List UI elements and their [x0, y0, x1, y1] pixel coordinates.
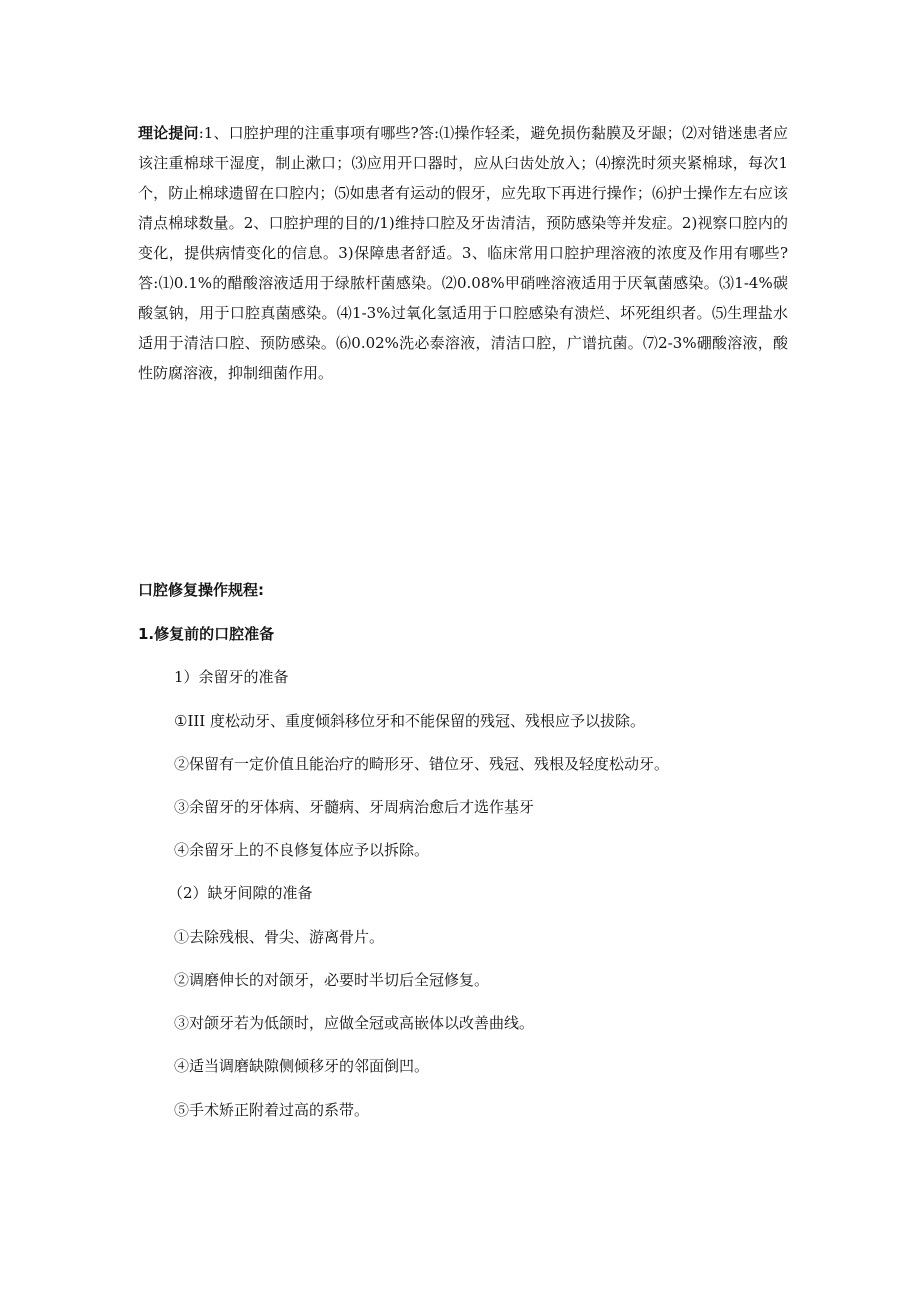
procedure-title: 口腔修复操作规程: [138, 581, 264, 599]
list-item: ①III 度松动牙、重度倾斜移位牙和不能保留的残冠、残根应予以拔除。 [174, 712, 645, 730]
list-item: ③对颌牙若为低颌时，应做全冠或高嵌体以改善曲线。 [174, 1014, 535, 1032]
theory-paragraph [138, 118, 788, 388]
subsection-heading: 1）余留牙的准备 [174, 668, 289, 686]
list-item: ④余留牙上的不良修复体应予以拆除。 [174, 841, 430, 859]
theory-label: 理论提问 [138, 124, 199, 142]
list-item: ②调磨伸长的对颌牙，必要时半切后全冠修复。 [174, 971, 490, 989]
list-item: ②保留有一定价值且能治疗的畸形牙、错位牙、残冠、残根及轻度松动牙。 [174, 755, 670, 773]
list-item: ⑤手术矫正附着过高的系带。 [174, 1101, 370, 1119]
section-heading: 1.修复前的口腔准备 [138, 625, 275, 643]
list-item: ④适当调磨缺隙侧倾移牙的邻面倒凹。 [174, 1057, 430, 1075]
theory-text: :1、口腔护理的注重事项有哪些?答:⑴操作轻柔，避免损伤黏膜及牙龈；⑵对错迷患者应该注重棉球干湿度，制止漱口；⑶应用开口器时，应从臼齿处放入；⑷擦洗时须夹紧棉球，每次1个，防止棉球遗留在口腔内；⑸如患者有运动的假牙，应先取下再进行操作；⑹护士操作左右应该清点棉球数量。2、口腔护理的目的/1)维持口腔及牙齿清洁，预防感染等并发症。2)视察口腔内的变化，提供病情变化的信息。3)保障患者舒适。3、临床常用口腔护理溶液的浓度及作用有哪些?答:⑴0.1%的醋酸溶液适用于绿脓杆菌感染。⑵0.08%甲硝唑溶液适用于厌氧菌感染。⑶1-4%碳酸氢钠，用于口腔真菌感染。⑷1-3%过氧化氢适用于口腔感染有溃烂、坏死组织者。⑸生理盐水适用于清洁口腔、预防感染。⑹0.02%洗必泰溶液，清洁口腔，广谱抗菌。⑺2-3%硼酸溶液，酸性防腐溶液，抑制细菌作用。 [138, 124, 788, 382]
subsection-heading: （2）缺牙间隙的准备 [168, 884, 313, 902]
list-item: ①去除残根、骨尖、游离骨片。 [174, 928, 385, 946]
list-item: ③余留牙的牙体病、牙髓病、牙周病治愈后才选作基牙 [174, 798, 535, 816]
